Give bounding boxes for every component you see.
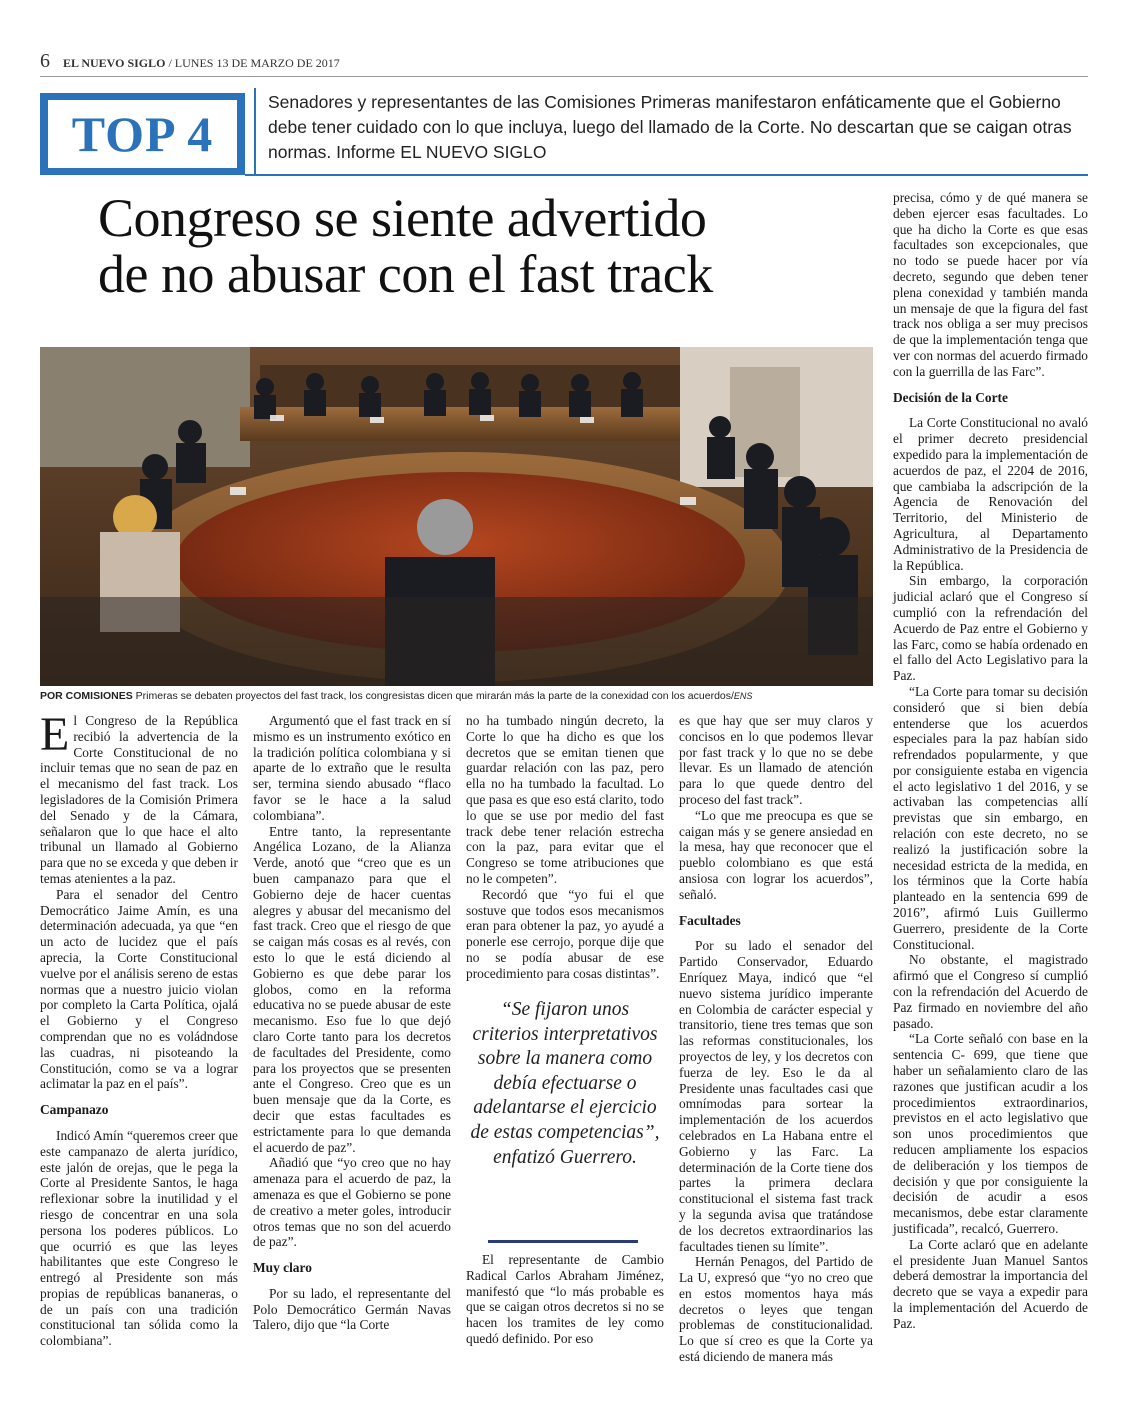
- body-paragraph: Indicó Amín “queremos creer que este campanazo de alerta jurídico, este jalón de orejas, que le pega la Corte al Presidente Santos, le haga reflexionar sobre la inutilidad y el riesgo de concentrar en una sola persona los poderes públicos. Lo que ocurrió es que las leyes habilitantes que este Congreso le entregó al Presidente son más propias de repúblicas bananeras, o de un país con una tradición constitucional tan sólida como la colombiana”.: [40, 1127, 238, 1349]
- caption-text: Primeras se debaten proyectos del fast track, los congresistas dicen que mirarán más la parte de la conexidad con los acuerdos/: [132, 690, 734, 702]
- caption-credit: ENS: [733, 691, 753, 701]
- body-paragraph: La Corte Constitucional no avaló el primer decreto presidencial expedido para la implementación de acuerdos de paz, el 2204 de 2016, que cambiaba la adscripción de la Agencia de Renovación del Territorio, del Ministerio de Agricultura, al Departamento Administrativo de la Presidencia de la República.: [893, 415, 1088, 573]
- section-label: TOP 4: [71, 106, 214, 162]
- folio-rule: [40, 76, 1088, 77]
- headline-line-1: Congreso se siente advertido: [98, 188, 707, 248]
- pull-quote: “Se fijaron unos criterios interpretativos sobre la manera como debía efectuarse o adelantarse el ejercicio de estas competencias”, enfatizó Guerrero.: [470, 999, 660, 1168]
- page-folio: [40, 50, 1088, 74]
- article-column-1: [40, 708, 238, 1349]
- body-paragraph: es que hay que ser muy claros y concisos en lo que podemos llevar por fast track y lo que no se debe llevar. Es un llamado de atención para lo que quede dentro del proceso del fast track”.: [679, 713, 873, 807]
- body-paragraph: Hernán Penagos, del Partido de La U, expresó que “yo no creo que en estos momentos haya más decretos o leyes que tengan problemas de constitucionalidad. Lo que sí creo es que la Corte ya está diciendo de manera más: [679, 1254, 873, 1365]
- body-paragraph: no ha tumbado ningún decreto, la Corte lo que ha dicho es que los decretos que se emitan tienen que guardar relación con las paz, pero ella no ha tumbado la facultad. Lo que pasa es que eso está clarito, todo lo que se use por medio del fast track debe tener relación estrecha con la paz, para evitar que el Congreso se tome atribuciones que no le competen”.: [466, 713, 664, 886]
- body-paragraph: Por su lado, el representante del Polo Democrático Germán Navas Talero, dijo que “la Corte: [253, 1285, 451, 1333]
- body-paragraph: “La Corte para tomar su decisión consideró que si bien debía entenderse que los acuerdos especiales para la paz habían sido refrendados popularmente, y que por consiguiente estaba en vigencia el acto legislativo 1 del 2016, y se activaban las competencias allí previstas que sin embargo, en relación con este decreto, no se realizó la justificación sobre la necesidad estricta de la medida, en los términos que la Corte había planteado en la sentencia 699 de 2016”, afirmó Luis Guillermo Guerrero, presidente de la Corte Constitucional.: [893, 683, 1088, 952]
- body-paragraph: Para el senador del Centro Democrático Jaime Amín, es una determinación adecuada, ya que “en un acto de lucidez que el país aprecia, la Corte Constitucional vuelve por el análisis sereno de estas normas que a nuestro juicio violan por completo la Carta Política, ojalá el Gobierno y el Congreso comprendan que no es voládndose las cuadras, ni pisoteando la Constitución, como se va a lograr aclimatar la paz en el país”.: [40, 886, 238, 1092]
- body-paragraph: “La Corte señaló con base en la sentencia C- 699, que tiene que haber un señalamiento claro de las razones que justifican acudir a los procedimientos extraordinarios, previstos en el acto legislativo que son unos procedimientos que reducen ampliamente los espacios de deliberación y los tiempos de decisión y que por consiguiente la decisión de acudir a esos mecanismos, debe estar claramente justificada”, recalcó, Guerrero.: [893, 1031, 1088, 1236]
- subhead: Muy claro: [253, 1260, 312, 1276]
- article-column-5: [893, 190, 1088, 1332]
- body-paragraph: Sin embargo, la corporación judicial aclaró que el Congreso sí cumplió con la refrendación del Acuerdo de Paz entre el Gobierno y las Farc, como se había ordenado en el fallo del Acto Legislativo para la Paz.: [893, 573, 1088, 684]
- subhead: Decisión de la Corte: [893, 389, 1008, 405]
- body-paragraph: Por su lado el senador del Partido Conservador, Eduardo Enríquez Maya, indicó que “el nuevo sistema jurídico imperante en Colombia de carácter especial y transitorio, tiene tres temas que son las reformas constitucionales, los proyectos de ley, y los decretos con fuerza de ley. Eso le da al Presidente unas facultades casi que omnímodas para sortear la implementación de los acuerdos celebrados en La Habana entre el Gobierno y las Farc. La determinación de la Corte tiene dos partes la primera declara constitucional el sistema fast track y la segunda avisa que tratándose de los decretos extraordinarios las facultades tienen su límite”.: [679, 938, 873, 1254]
- kicker-text: Senadores y representantes de las Comisiones Primeras manifestaron enfáticamente que el Gobierno debe tener cuidado con lo que incluya, luego del llamado de la Corte. No descartan que se caigan otras normas. Informe EL NUEVO SIGLO: [268, 92, 1072, 162]
- body-paragraph: “Lo que me preocupa es que se caigan más y se genere ansiedad en la mesa, hay que reconocer que el pueblo colombiano es que está ansiosa con lograr los acuerdos”, señaló.: [679, 807, 873, 902]
- body-paragraph: Argumentó que el fast track en sí mismo es un instrumento exótico en la tradición política colombiana y si aparte de lo extraño que le resulta ser, termina siendo abusado “flaco favor se le hace a la salud colombiana”.: [253, 713, 451, 823]
- kicker-divider: [254, 88, 256, 175]
- subhead: Facultades: [679, 912, 741, 928]
- body-paragraph: El Congreso de la República recibió la advertencia de la Corte Constitucional de no incluir temas que no sean de paz en el mecanismo del fast track. Los legisladores de la Comisión Primera del Senado y de la Cámara, señalaron que lo que hace el alto tribunal un llamado al Gobierno para que no se exceda y que deben ir temas atenientes a la paz.: [40, 708, 238, 886]
- kicker-rule: [245, 174, 1088, 176]
- body-paragraph: La Corte aclaró que en adelante el presidente Juan Manuel Santos deberá demostrar la importancia del decreto que se vaya a expedir para la implementación del Acuerdo de Paz.: [893, 1236, 1088, 1331]
- headline-line-2: de no abusar con el fast track: [98, 244, 713, 304]
- article-column-3-continued: [466, 1252, 664, 1347]
- committee-session-photo: [40, 347, 873, 686]
- body-paragraph: Recordó que “yo fui el que sostuve que todos esos mecanismos eran para obtener la paz, yo ayudé a ponerle ese cerrojo, porque dije que no se podía abusar de ese procedimiento para cosas distintas”.: [466, 886, 664, 981]
- caption-lead: POR COMISIONES: [40, 690, 133, 702]
- article-column-4: [679, 713, 873, 1365]
- issue-date: / LUNES 13 DE MARZO DE 2017: [168, 56, 340, 70]
- page-number: 6: [40, 50, 50, 72]
- newspaper-name: EL NUEVO SIGLO: [63, 56, 166, 70]
- article-column-3: [466, 713, 664, 982]
- body-paragraph: Añadió que “yo creo que no hay amenaza para el acuerdo de paz, la amenaza es que el Gobierno se pone de creativo a meter goles, introducir otros temas que no son del acuerdo de paz”.: [253, 1155, 451, 1250]
- pull-quote-rule: [488, 1240, 638, 1243]
- body-paragraph: No obstante, el magistrado afirmó que el Congreso sí cumplió con la refrendación del Acuerdo de Paz firmado en noviembre del año pasado.: [893, 952, 1088, 1031]
- headline: [98, 190, 868, 302]
- section-badge: [40, 93, 245, 175]
- body-paragraph: precisa, cómo y de qué manera se deben ejercer esas facultades. Lo que ha dicho la Corte es que esas facultades son excepcionales, que no todo se puede hacer por vía decreto, segundo que deben tener plena conexidad y también manda un mensaje de que la figura del fast track nos obliga a ser muy precisos de que la implementación tenga que ver con normas del acuerdo firmado con la guerrilla de las Farc”.: [893, 190, 1088, 379]
- photo-caption: [40, 690, 873, 702]
- drop-cap: E: [40, 708, 70, 761]
- article-photo: [40, 347, 873, 686]
- article-column-2: [253, 713, 451, 1333]
- subhead: Campanazo: [40, 1102, 109, 1118]
- body-paragraph: El representante de Cambio Radical Carlos Abraham Jiménez, manifestó que “lo más probable es que se caigan otros decretos si no se hacen los tramites de ley como quedó definido. Por eso: [466, 1252, 664, 1346]
- body-paragraph: Entre tanto, la representante Angélica Lozano, de la Alianza Verde, anotó que “creo que es un buen campanazo para que el Gobierno deje de hacer cuentas alegres y abusar del mecanismo del fast track. Creo que el riesgo de que se caigan más cosas es al revés, con esto lo que le está diciendo al Gobierno es que debe parar los globos, como en la reforma educativa no se puede abusar de este mecanismo. Eso fue lo que dejó claro Corte tanto para los decretos de facultades del Presidente, como para los proyectos que se presenten ante el Congreso. Creo que es un buen mensaje que da la Corte, es decir que estas facultades es estrictamente para lo que demanda el acuerdo de paz”.: [253, 823, 451, 1155]
